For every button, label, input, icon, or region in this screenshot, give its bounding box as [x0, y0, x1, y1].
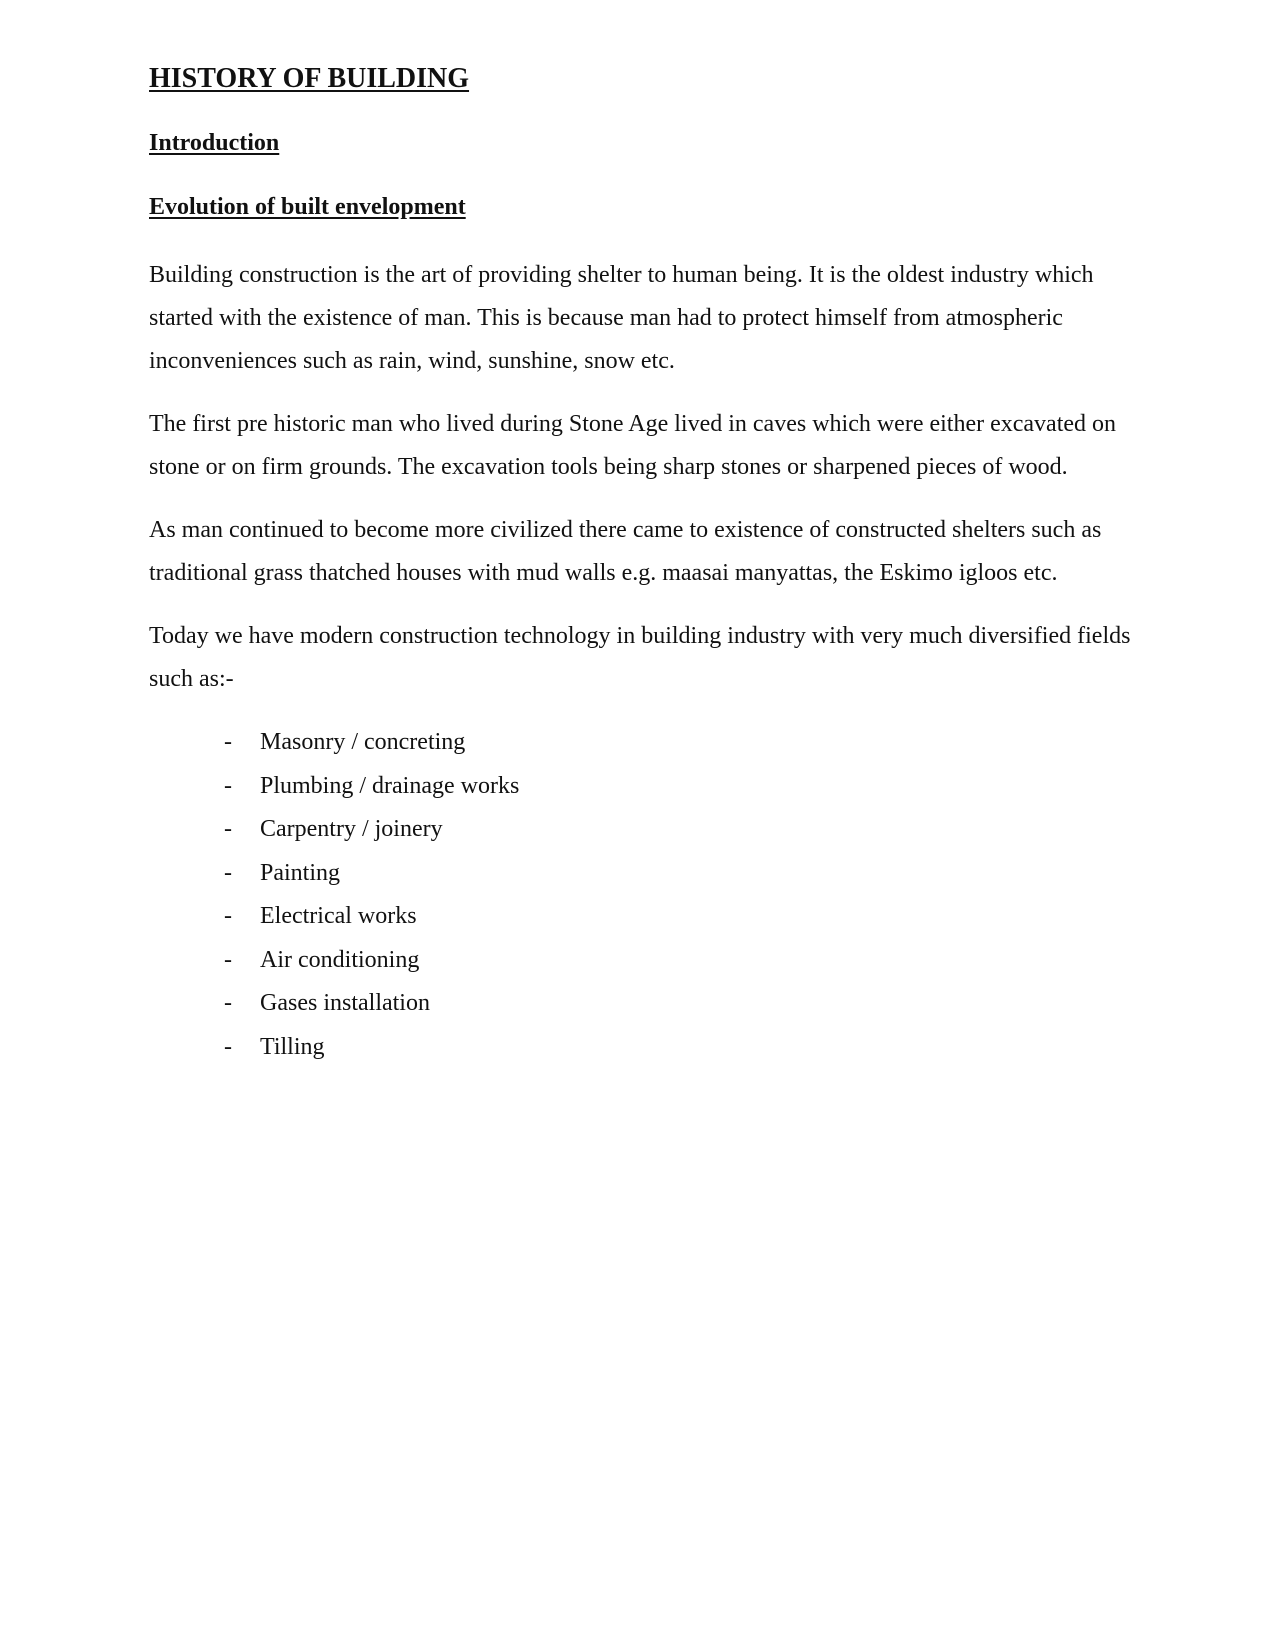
list-item: [224, 939, 1149, 983]
section-heading: Introduction: [149, 130, 280, 156]
list-item-text: Painting: [260, 859, 341, 886]
list-item-text: Carpentry / joinery: [260, 816, 443, 842]
paragraph: The first pre historic man who lived during Stone Age lived in caves which were either excavated on stone or on firm grounds. The excavation tools being sharp stones or sharpened pieces of wood.: [149, 411, 1117, 480]
list-item: [224, 982, 1149, 1026]
list-item-text: Plumbing / drainage works: [260, 772, 520, 799]
list-item: [224, 852, 1149, 896]
subsection-heading: Evolution of built envelopment: [149, 194, 466, 220]
list-item-text: Electrical works: [260, 903, 417, 929]
document-title: HISTORY OF BUILDING: [149, 63, 470, 94]
paragraph: Today we have modern construction technology in building industry with very much diversified fields such as:-: [149, 623, 1131, 692]
list-bullet: -: [224, 859, 232, 886]
list-item: [224, 1026, 1149, 1070]
list-bullet: -: [224, 903, 232, 929]
list-item-text: Air conditioning: [260, 946, 420, 973]
list-item: [224, 765, 1149, 809]
document-content: [149, 62, 1149, 1069]
list-bullet: -: [224, 772, 232, 799]
list-item-text: Masonry / concreting: [260, 729, 466, 755]
paragraph: Building construction is the art of providing shelter to human being. It is the oldest industry which started with the existence of man. This is because man had to protect himself from atmospheric inconveniences such as rain, wind, sunshine, snow etc.: [149, 262, 1094, 374]
list-bullet: -: [224, 816, 232, 842]
list-item-text: Gases installation: [260, 990, 430, 1016]
paragraph: As man continued to become more civilized there came to existence of constructed shelters such as traditional grass thatched houses with mud walls e.g. maasai manyattas, the Eskimo igloos etc.: [149, 517, 1102, 586]
list-bullet: -: [224, 729, 232, 755]
list-item-text: Tilling: [260, 1033, 325, 1060]
list-bullet: -: [224, 1033, 232, 1060]
list-bullet: -: [224, 946, 232, 973]
fields-list: [149, 721, 1149, 1069]
list-item: [224, 808, 1149, 852]
list-item: [224, 721, 1149, 765]
list-item: [224, 895, 1149, 939]
list-bullet: -: [224, 990, 232, 1016]
